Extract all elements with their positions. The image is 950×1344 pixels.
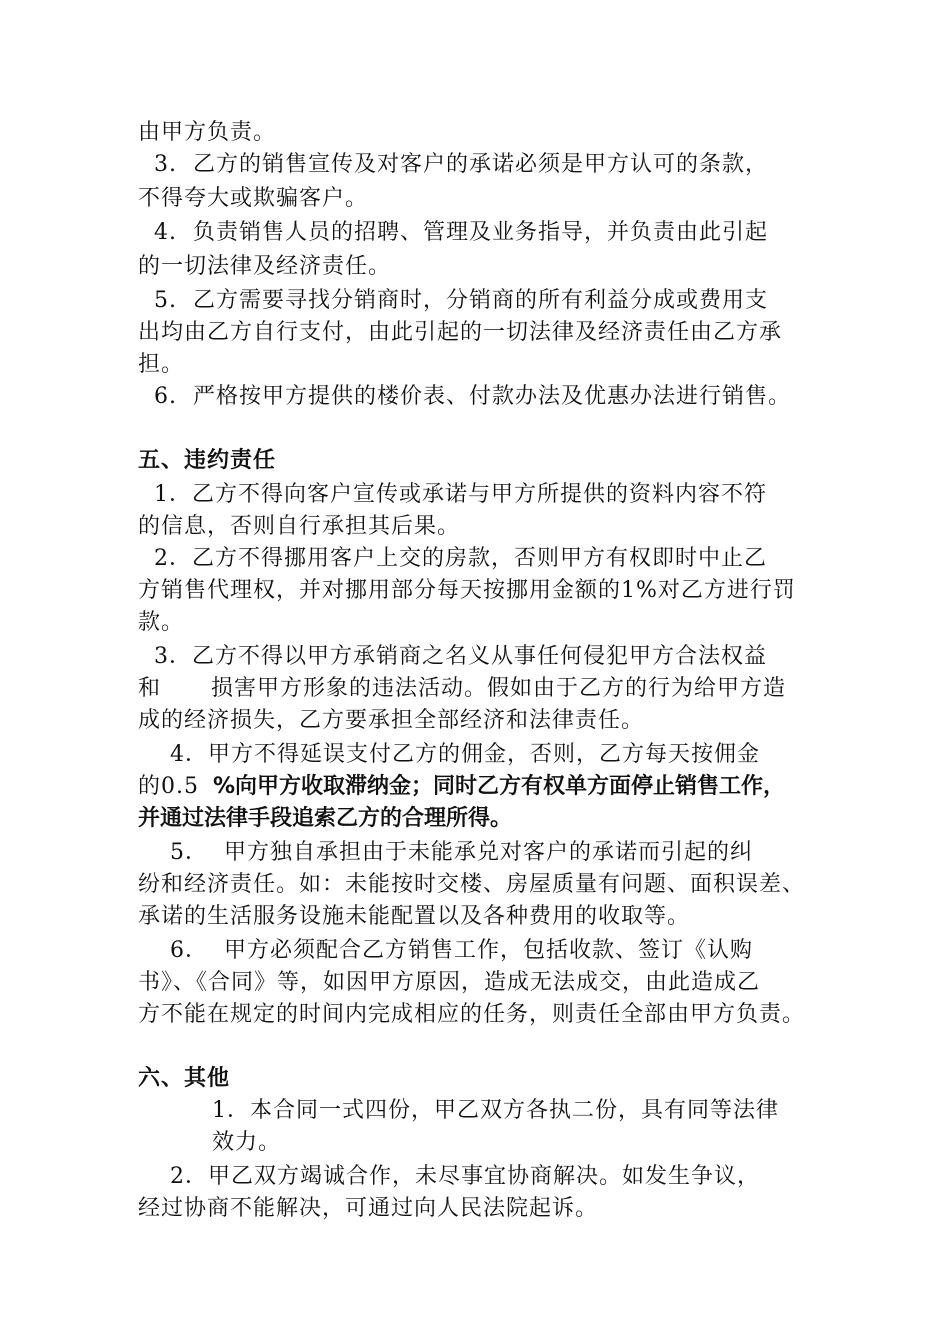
text-line <box>138 772 854 802</box>
text-line: 承诺的生活服务设施未能配置以及各种费用的收取等。 <box>138 904 691 929</box>
text-line: 款。 <box>138 610 185 635</box>
text-line: 由甲方负责。 <box>138 120 277 145</box>
text-line: 担。 <box>138 352 185 377</box>
text-line: 纷和经济责任。如：未能按时交楼、房屋质量有问题、面积误差、 <box>138 872 806 897</box>
text-line: 的信息，否则自行承担其后果。 <box>138 514 461 539</box>
clause-5-5: 5． 甲方独自承担由于未能承兑对客户的承诺而引起的纠 <box>138 840 753 865</box>
text-line: 书》、《合同》等，如因甲方原因，造成无法成交，由此造成乙 <box>138 970 761 995</box>
text-line: 不得夸大或欺骗客户。 <box>138 186 369 211</box>
clause-6-1: 1．本合同一式四份，甲乙双方各执二份，具有同等法律 <box>212 1098 779 1123</box>
clause-4-4: 4. 负责销售人员的招聘、管理及业务指导，并负责由此引起 <box>138 220 768 245</box>
text-fragment: 和 <box>138 676 162 701</box>
text-line: 的一切法律及经济责任。 <box>138 254 392 279</box>
text-fragment: %向甲方收取滞纳金；同时乙方有权单方面停止销售工作， <box>213 774 786 799</box>
text-fragment: 的0.5 <box>138 774 199 799</box>
clause-5-1: 1．乙方不得向客户宣传或承诺与甲方所提供的资料内容不符 <box>138 482 767 507</box>
text-line: 方销售代理权，并对挪用部分每天按挪用金额的1%对乙方进行罚 <box>138 578 796 603</box>
text-line: 方不能在规定的时间内完成相应的任务，则责任全部由甲方负责。 <box>138 1002 806 1027</box>
clause-5-2: 2．乙方不得挪用客户上交的房款，否则甲方有权即时中止乙 <box>138 546 767 571</box>
clause-6-2: 2．甲乙双方竭诚合作，未尽事宜协商解决。如发生争议， <box>138 1164 760 1189</box>
clause-4-3: 3. 乙方的销售宣传及对客户的承诺必须是甲方认可的条款， <box>138 152 768 177</box>
section-heading: 六、其他 <box>138 1066 231 1091</box>
text-line: 经过协商不能解决，可通过向人民法院起诉。 <box>138 1196 599 1221</box>
text-line: 效力。 <box>212 1130 282 1155</box>
text-line: 并通过法律手段追索乙方的合理所得。 <box>138 806 513 831</box>
text-line: 出均由乙方自行支付，由此引起的一切法律及经济责任由乙方承 <box>138 320 783 345</box>
text-line: 成的经济损失，乙方要承担全部经济和法律责任。 <box>138 708 645 733</box>
clause-4-6: 6. 严格按甲方提供的楼价表、付款办法及优惠办法进行销售。 <box>138 384 791 409</box>
text-fragment: 损害甲方形象的违法活动。假如由于乙方的行为给甲方造 <box>211 676 787 701</box>
clause-5-6: 6． 甲方必须配合乙方销售工作，包括收款、签订《认购 <box>138 938 753 963</box>
clause-4-5: 5. 乙方需要寻找分销商时，分销商的所有利益分成或费用支 <box>138 288 768 313</box>
clause-5-4: 4．甲方不得延误支付乙方的佣金，否则，乙方每天按佣金 <box>138 742 760 767</box>
text-line <box>138 674 854 704</box>
clause-5-3: 3．乙方不得以甲方承销商之名义从事任何侵犯甲方合法权益 <box>138 644 767 669</box>
section-heading: 五、违约责任 <box>138 448 277 473</box>
